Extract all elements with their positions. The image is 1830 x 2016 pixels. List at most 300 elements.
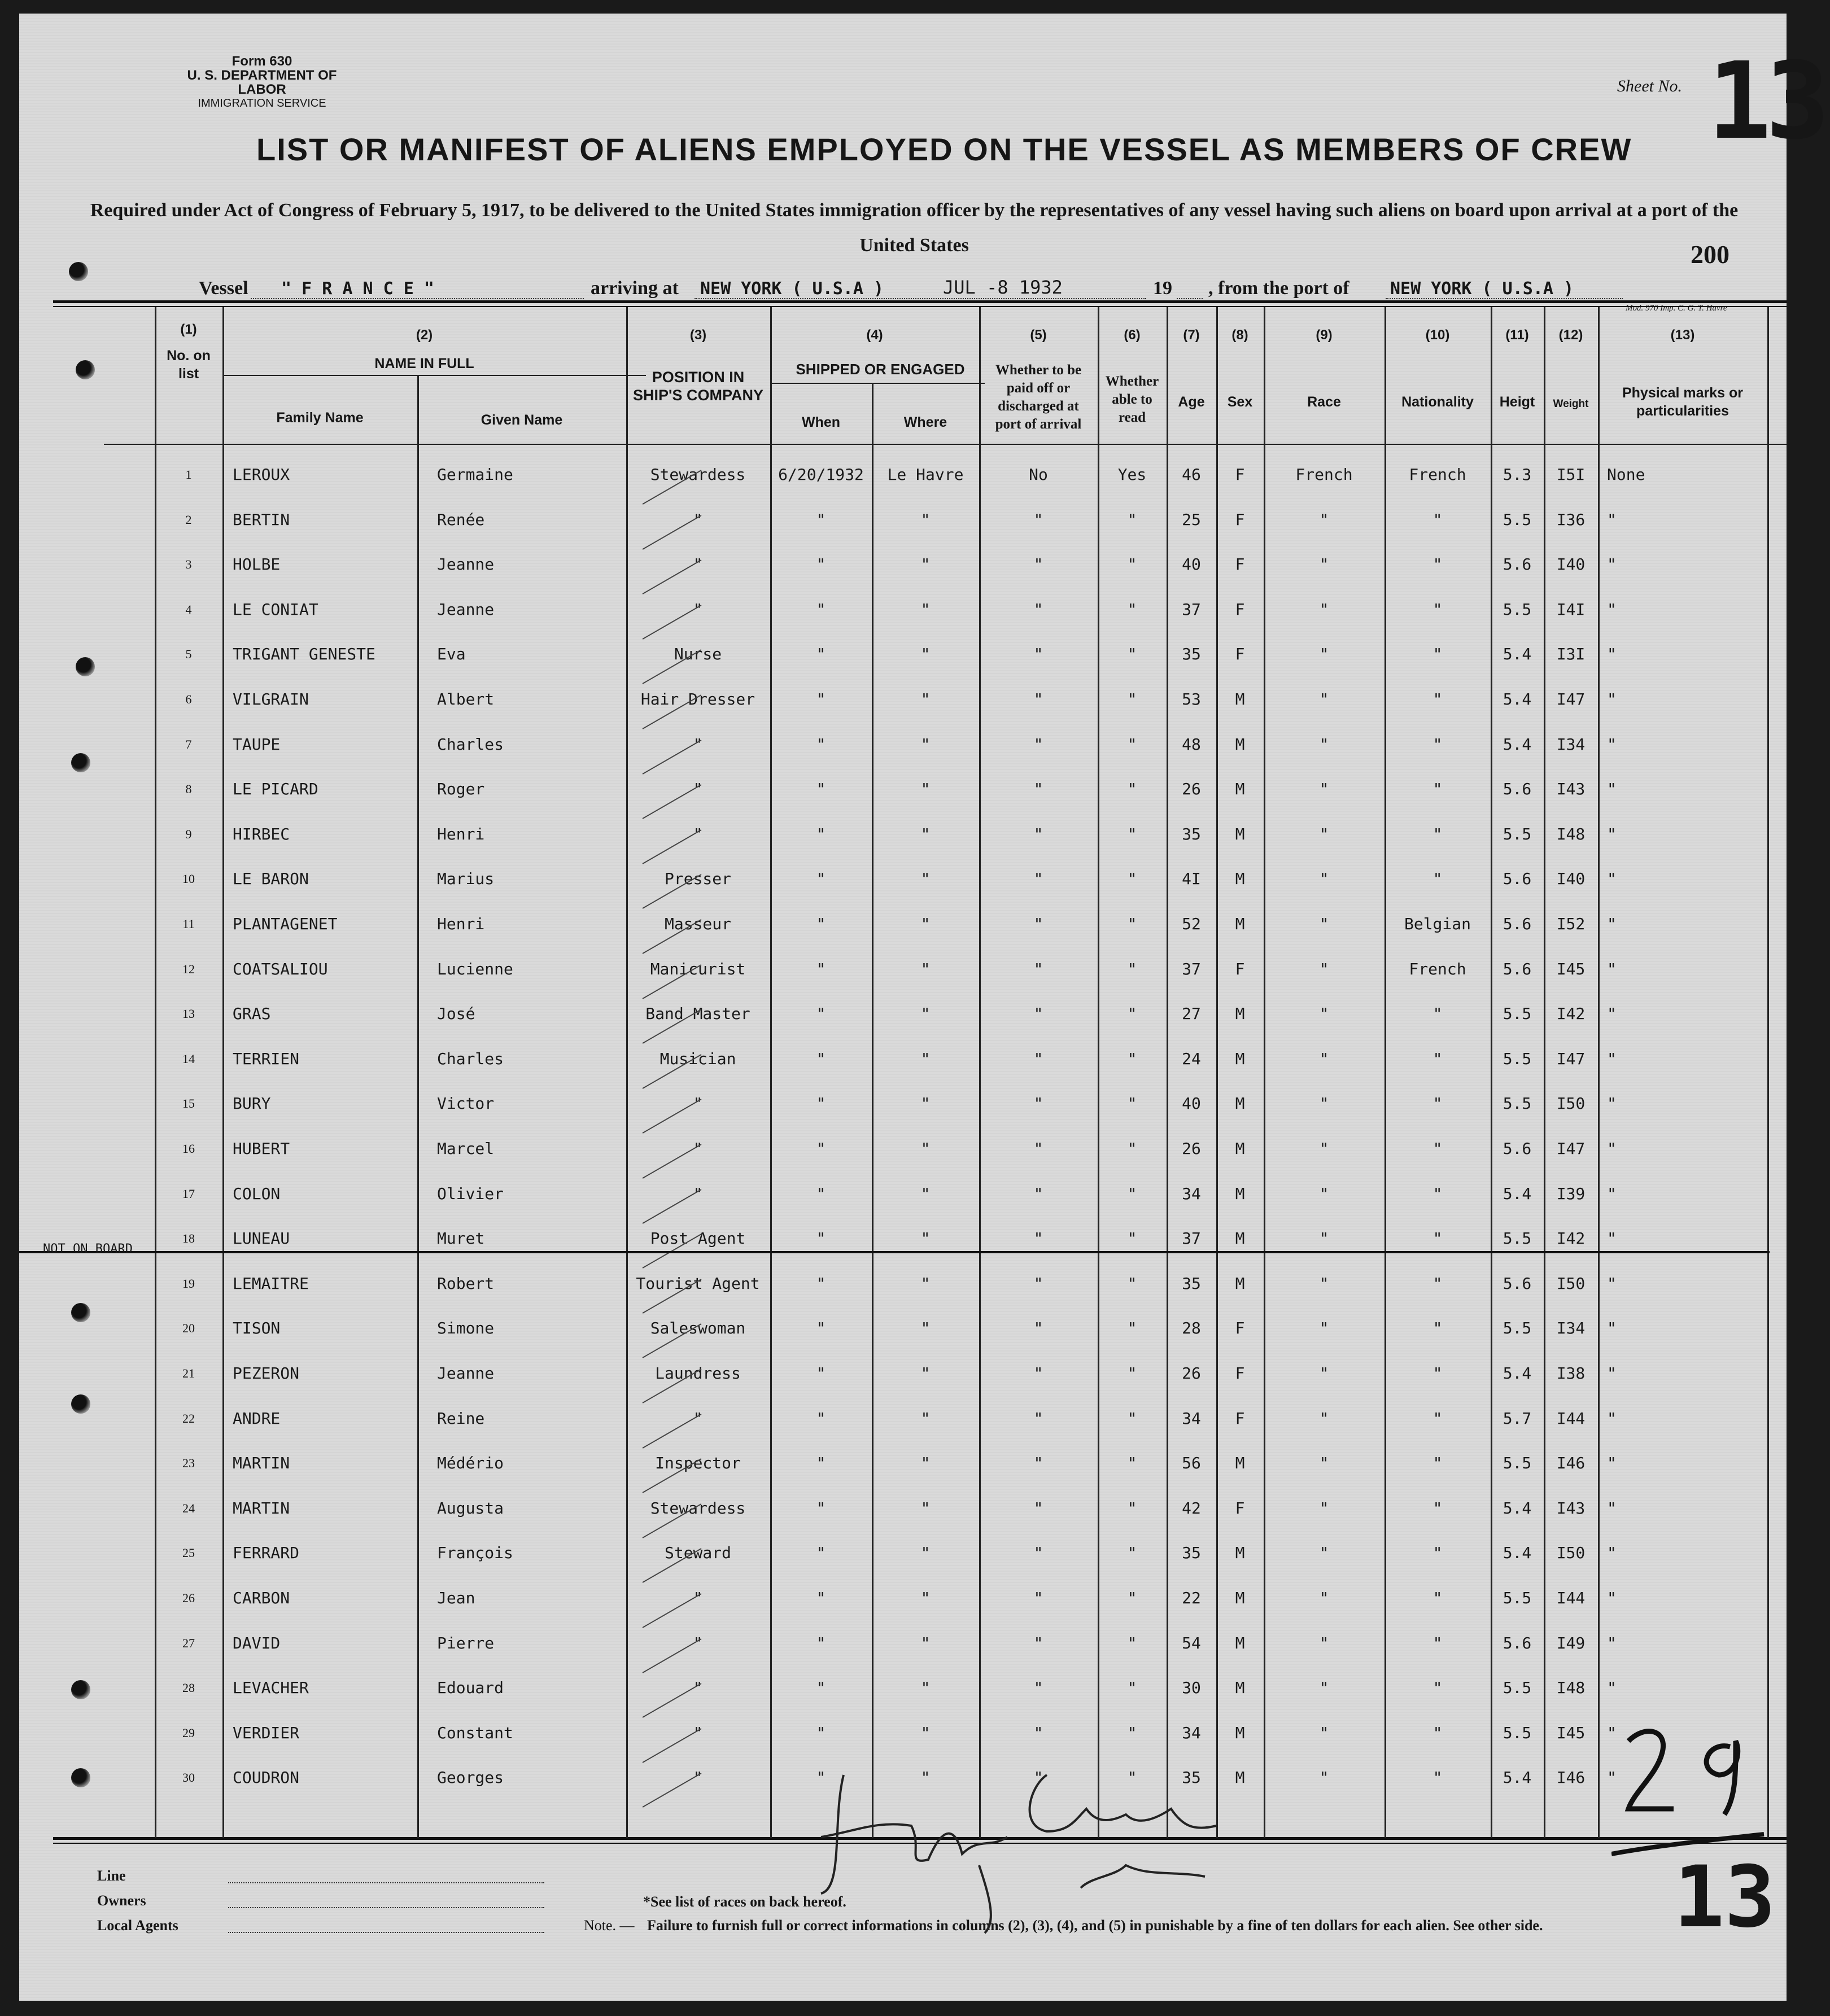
column-number: (2) [416, 327, 433, 343]
cell-given-name: Henri [437, 915, 485, 933]
table-top-border [53, 300, 1787, 303]
cell-nationality: " [1432, 1589, 1443, 1607]
cell-race: " [1319, 869, 1329, 888]
column-number: (12) [1558, 327, 1583, 343]
cell-age: 48 [1182, 735, 1201, 754]
cell-when: " [816, 735, 826, 754]
line-label: Line [97, 1868, 126, 1884]
cell-nationality: " [1432, 555, 1443, 574]
form-number: Form 630 [232, 54, 292, 69]
cell-when: " [816, 1678, 826, 1697]
cell-paid-off: " [1033, 1229, 1043, 1248]
cell-sex: M [1235, 1634, 1245, 1652]
cell-sex: M [1235, 1768, 1245, 1787]
cell-able-to-read: " [1127, 1139, 1137, 1158]
shipped-subheader-rule [770, 383, 985, 384]
department-name: U. S. DEPARTMENT OF LABOR [187, 68, 337, 97]
column-divider [626, 307, 628, 1838]
cell-height: 5.5 [1503, 1049, 1532, 1068]
cell-no: 24 [182, 1501, 195, 1515]
arriving-port: NEW YORK ( U.S.A ) [700, 279, 884, 299]
cell-paid-off: " [1033, 825, 1043, 843]
cell-able-to-read: " [1127, 1454, 1137, 1472]
cell-able-to-read: " [1127, 555, 1137, 574]
races-note: *See list of races on back hereof. [643, 1893, 846, 1910]
dotted-line [228, 1882, 544, 1883]
cell-when: " [816, 1768, 826, 1787]
cell-nationality: " [1432, 1274, 1443, 1293]
cell-height: 5.5 [1503, 1319, 1532, 1337]
cell-race: " [1319, 600, 1329, 619]
cell-height: 5.6 [1503, 780, 1532, 798]
cell-nationality: " [1432, 1724, 1443, 1742]
cell-where: " [920, 1094, 931, 1113]
cell-weight: I38 [1556, 1364, 1586, 1383]
cell-physical-marks: " [1607, 1004, 1617, 1023]
cell-able-to-read: Yes [1117, 465, 1147, 484]
cell-position: " [693, 1768, 703, 1787]
cell-position: Inspector [655, 1454, 741, 1472]
cell-given-name: Eva [437, 645, 466, 663]
cell-weight: I42 [1556, 1004, 1586, 1023]
cell-where: " [920, 825, 931, 843]
cell-able-to-read: " [1127, 645, 1137, 663]
cell-no: 20 [182, 1321, 195, 1335]
cell-family-name: TERRIEN [233, 1049, 300, 1068]
binder-hole [71, 1768, 90, 1787]
cell-sex: M [1235, 1678, 1245, 1697]
date-stamp: JUL -8 1932 [943, 277, 1063, 298]
binder-hole [71, 1303, 90, 1322]
cell-family-name: TAUPE [233, 735, 281, 754]
cell-race: " [1319, 1724, 1329, 1742]
cell-paid-off: " [1033, 690, 1043, 709]
cell-position: " [693, 1139, 703, 1158]
cell-sex: F [1235, 960, 1245, 978]
column-divider [1544, 307, 1545, 1838]
cell-age: 37 [1182, 600, 1201, 619]
cell-paid-off: " [1033, 1139, 1043, 1158]
cell-race: " [1319, 1409, 1329, 1428]
column-divider [1384, 307, 1386, 1838]
cell-paid-off: " [1033, 510, 1043, 529]
cell-weight: I3I [1556, 645, 1586, 663]
cell-where: " [920, 1229, 931, 1248]
cell-nationality: " [1432, 1319, 1443, 1337]
cell-race: " [1319, 1678, 1329, 1697]
cell-when: " [816, 1094, 826, 1113]
cell-physical-marks: " [1607, 869, 1617, 888]
cell-height: 5.4 [1503, 1184, 1532, 1203]
cell-given-name: Jean [437, 1589, 475, 1607]
cell-physical-marks: " [1607, 960, 1617, 978]
cell-age: 4I [1182, 869, 1201, 888]
cell-physical-marks: " [1607, 510, 1617, 529]
cell-paid-off: " [1033, 869, 1043, 888]
cell-weight: I48 [1556, 1678, 1586, 1697]
cell-race: " [1319, 690, 1329, 709]
cell-physical-marks: " [1607, 1364, 1617, 1383]
cell-position: Manicurist [650, 960, 746, 978]
form-identifier [177, 54, 347, 111]
cell-height: 5.4 [1503, 1364, 1532, 1383]
cell-position: " [693, 1094, 703, 1113]
binder-hole [76, 657, 95, 676]
cell-sex: F [1235, 1319, 1245, 1337]
cell-when: " [816, 1364, 826, 1383]
cell-age: 54 [1182, 1634, 1201, 1652]
cell-given-name: Médério [437, 1454, 504, 1472]
cell-able-to-read: " [1127, 1004, 1137, 1023]
cell-height: 5.5 [1503, 1004, 1532, 1023]
cell-no: 22 [182, 1411, 195, 1425]
cell-paid-off: No [1029, 465, 1048, 484]
cell-sex: M [1235, 1139, 1245, 1158]
cell-physical-marks: " [1607, 1184, 1617, 1203]
cell-age: 27 [1182, 1004, 1201, 1023]
cell-family-name: GRAS [233, 1004, 271, 1023]
cell-sex: M [1235, 1184, 1245, 1203]
cell-weight: I40 [1556, 555, 1586, 574]
cell-height: 5.6 [1503, 960, 1532, 978]
from-label: , from the port of [1208, 278, 1349, 299]
cell-paid-off: " [1033, 1499, 1043, 1518]
cell-given-name: Marius [437, 869, 495, 888]
cell-height: 5.4 [1503, 645, 1532, 663]
cell-family-name: MARTIN [233, 1454, 290, 1472]
column-divider [1098, 307, 1099, 1838]
cell-nationality: " [1432, 510, 1443, 529]
cell-given-name: José [437, 1004, 475, 1023]
cell-paid-off: " [1033, 1409, 1043, 1428]
cell-position: Saleswoman [650, 1319, 746, 1337]
not-on-board-note: NOT ON BOARD [43, 1242, 133, 1256]
cell-height: 5.6 [1503, 555, 1532, 574]
cell-race: " [1319, 1274, 1329, 1293]
cell-weight: I45 [1556, 1724, 1586, 1742]
cell-height: 5.7 [1503, 1409, 1532, 1428]
cell-no: 19 [182, 1276, 195, 1291]
cell-physical-marks: " [1607, 1499, 1617, 1518]
cell-sex: F [1235, 465, 1245, 484]
cell-family-name: VILGRAIN [233, 690, 309, 709]
cell-physical-marks: " [1607, 1274, 1617, 1293]
cell-position: Laundress [655, 1364, 741, 1383]
local-agents-label: Local Agents [97, 1917, 178, 1934]
cell-given-name: Reine [437, 1409, 485, 1428]
cell-able-to-read: " [1127, 1768, 1137, 1787]
cell-race: " [1319, 1319, 1329, 1337]
cell-given-name: Lucienne [437, 960, 513, 978]
cell-weight: I34 [1556, 1319, 1586, 1337]
cell-nationality: " [1432, 1229, 1443, 1248]
cell-physical-marks: " [1607, 735, 1617, 754]
dotted-line [228, 1932, 544, 1933]
cell-physical-marks: " [1607, 1768, 1617, 1787]
cell-race: " [1319, 780, 1329, 798]
cell-when: " [816, 960, 826, 978]
cell-no: 12 [182, 962, 195, 976]
cell-nationality: French [1409, 960, 1466, 978]
cell-family-name: CARBON [233, 1589, 290, 1607]
cell-race: " [1319, 1049, 1329, 1068]
cell-family-name: LUNEAU [233, 1229, 290, 1248]
cell-position: " [693, 780, 703, 798]
cell-when: " [816, 1319, 826, 1337]
cell-where: " [920, 1678, 931, 1697]
cell-physical-marks: " [1607, 1049, 1617, 1068]
cell-nationality: " [1432, 1184, 1443, 1203]
cell-physical-marks: " [1607, 1409, 1617, 1428]
cell-sex: M [1235, 1094, 1245, 1113]
cell-when: " [816, 1724, 826, 1742]
cell-position: " [693, 555, 703, 574]
cell-race: " [1319, 1004, 1329, 1023]
column-number: (6) [1124, 327, 1141, 343]
name-subheader-rule [222, 375, 646, 376]
cell-family-name: LE CONIAT [233, 600, 318, 619]
cell-given-name: Constant [437, 1724, 513, 1742]
cell-physical-marks: " [1607, 600, 1617, 619]
cell-age: 25 [1182, 510, 1201, 529]
cell-no: 6 [185, 692, 192, 706]
cell-race: " [1319, 645, 1329, 663]
cell-paid-off: " [1033, 555, 1043, 574]
cell-physical-marks: " [1607, 1139, 1617, 1158]
cell-physical-marks: " [1607, 1634, 1617, 1652]
cell-where: " [920, 1589, 931, 1607]
cell-weight: I50 [1556, 1274, 1586, 1293]
column-number: (5) [1030, 327, 1047, 343]
column-number: (9) [1316, 327, 1333, 343]
header-where: Where [903, 414, 947, 430]
cell-sex: F [1235, 1364, 1245, 1383]
cell-given-name: Jeanne [437, 600, 495, 619]
cell-family-name: HOLBE [233, 555, 281, 574]
cell-no: 27 [182, 1636, 195, 1650]
cell-able-to-read: " [1127, 915, 1137, 933]
service-name: IMMIGRATION SERVICE [198, 97, 326, 110]
cell-given-name: Jeanne [437, 555, 495, 574]
table-top-border [53, 306, 1787, 307]
cell-paid-off: " [1033, 1364, 1043, 1383]
cell-age: 37 [1182, 1229, 1201, 1248]
cell-when: " [816, 1634, 826, 1652]
cell-paid-off: " [1033, 645, 1043, 663]
cell-nationality: " [1432, 1768, 1443, 1787]
cell-given-name: Charles [437, 735, 504, 754]
cell-race: " [1319, 915, 1329, 933]
cell-weight: I50 [1556, 1543, 1586, 1562]
cell-no: 30 [182, 1770, 195, 1785]
cell-position: Steward [664, 1543, 731, 1562]
column-number: (13) [1670, 327, 1695, 343]
cell-where: " [920, 735, 931, 754]
cell-paid-off: " [1033, 1589, 1043, 1607]
cell-height: 5.6 [1503, 1634, 1532, 1652]
cell-no: 9 [185, 827, 192, 841]
cell-age: 52 [1182, 915, 1201, 933]
cell-paid-off: " [1033, 1454, 1043, 1472]
cell-position: Tourist Agent [636, 1274, 760, 1293]
column-divider [1767, 307, 1769, 1838]
cell-able-to-read: " [1127, 1184, 1137, 1203]
cell-given-name: Albert [437, 690, 495, 709]
cell-weight: I46 [1556, 1768, 1586, 1787]
cell-family-name: BERTIN [233, 510, 290, 529]
cell-height: 5.5 [1503, 1724, 1532, 1742]
cell-weight: I42 [1556, 1229, 1586, 1248]
cell-when: " [816, 1274, 826, 1293]
cell-given-name: Georges [437, 1768, 504, 1787]
cell-sex: M [1235, 825, 1245, 843]
cell-where: " [920, 1768, 931, 1787]
column-divider [1598, 307, 1600, 1838]
cell-height: 5.4 [1503, 690, 1532, 709]
cell-position: Presser [664, 869, 731, 888]
cell-able-to-read: " [1127, 869, 1137, 888]
cell-weight: I44 [1556, 1409, 1586, 1428]
cell-nationality: " [1432, 1364, 1443, 1383]
header-bottom-rule [104, 444, 1787, 445]
cell-paid-off: " [1033, 1184, 1043, 1203]
cell-height: 5.5 [1503, 1678, 1532, 1697]
header-weight: Weight [1553, 398, 1589, 410]
cell-nationality: " [1432, 1678, 1443, 1697]
cell-race: " [1319, 1589, 1329, 1607]
cell-age: 40 [1182, 555, 1201, 574]
cell-sex: M [1235, 1454, 1245, 1472]
cell-paid-off: " [1033, 1049, 1043, 1068]
column-divider [979, 307, 981, 1838]
column-number: (3) [689, 327, 707, 343]
cell-physical-marks: " [1607, 1543, 1617, 1562]
cell-when: " [816, 555, 826, 574]
cell-race: " [1319, 1184, 1329, 1203]
cell-age: 35 [1182, 825, 1201, 843]
cell-height: 5.5 [1503, 1589, 1532, 1607]
cell-paid-off: " [1033, 780, 1043, 798]
cell-where: " [920, 915, 931, 933]
cell-when: 6/20/1932 [778, 465, 864, 484]
owners-label: Owners [97, 1892, 146, 1909]
cell-family-name: LEROUX [233, 465, 290, 484]
cell-family-name: LEVACHER [233, 1678, 309, 1697]
cell-weight: I4I [1556, 600, 1586, 619]
cell-when: " [816, 1139, 826, 1158]
header-paid-off: Whether to be paid off or discharged at port of arrival [995, 362, 1082, 432]
cell-height: 5.5 [1503, 510, 1532, 529]
cell-no: 29 [182, 1726, 195, 1740]
cell-position: " [693, 600, 703, 619]
cell-able-to-read: " [1127, 600, 1137, 619]
cell-weight: I50 [1556, 1094, 1586, 1113]
cell-race: " [1319, 1364, 1329, 1383]
cell-weight: I39 [1556, 1184, 1586, 1203]
cell-height: 5.6 [1503, 1274, 1532, 1293]
cell-weight: I40 [1556, 869, 1586, 888]
cell-where: " [920, 1274, 931, 1293]
cell-nationality: " [1432, 1634, 1443, 1652]
vessel-name: " F R A N C E " [281, 279, 434, 299]
cell-paid-off: " [1033, 1768, 1043, 1787]
sheet-number-repeat: 13 [1674, 1848, 1776, 1947]
column-number: (11) [1505, 327, 1529, 343]
cell-physical-marks: " [1607, 1454, 1617, 1472]
cell-nationality: " [1432, 1139, 1443, 1158]
cell-paid-off: " [1033, 600, 1043, 619]
column-divider [770, 307, 772, 1838]
header-age: Age [1178, 394, 1205, 410]
cell-sex: M [1235, 1229, 1245, 1248]
cell-able-to-read: " [1127, 735, 1137, 754]
cell-given-name: Muret [437, 1229, 485, 1248]
cell-paid-off: " [1033, 960, 1043, 978]
cell-position: " [693, 1634, 703, 1652]
cell-position: " [693, 1589, 703, 1607]
cell-no: 18 [182, 1231, 195, 1245]
cell-age: 46 [1182, 465, 1201, 484]
cell-height: 5.3 [1503, 465, 1532, 484]
cell-nationality: Belgian [1404, 915, 1471, 933]
cell-position: " [693, 1409, 703, 1428]
cell-family-name: VERDIER [233, 1724, 300, 1742]
column-divider [155, 307, 156, 1838]
cell-race: " [1319, 1499, 1329, 1518]
cell-weight: I45 [1556, 960, 1586, 978]
cell-able-to-read: " [1127, 1499, 1137, 1518]
cell-when: " [816, 1499, 826, 1518]
column-number: (10) [1425, 327, 1450, 343]
header-able-to-read: Whether able to read [1105, 374, 1159, 425]
cell-where: " [920, 1004, 931, 1023]
cell-where: " [920, 690, 931, 709]
cell-given-name: Victor [437, 1094, 495, 1113]
cell-family-name: TRIGANT GENESTE [233, 645, 375, 663]
cell-no: 10 [182, 872, 195, 886]
cell-nationality: " [1432, 645, 1443, 663]
cell-family-name: LE PICARD [233, 780, 318, 798]
cell-where: " [920, 510, 931, 529]
cell-sex: M [1235, 1543, 1245, 1562]
cell-age: 26 [1182, 1139, 1201, 1158]
cell-sex: M [1235, 1724, 1245, 1742]
cell-no: 16 [182, 1142, 195, 1156]
cell-given-name: Jeanne [437, 1364, 495, 1383]
cell-able-to-read: " [1127, 1724, 1137, 1742]
cell-sex: F [1235, 1409, 1245, 1428]
cell-age: 35 [1182, 1768, 1201, 1787]
cell-nationality: " [1432, 600, 1443, 619]
cell-where: " [920, 1184, 931, 1203]
strike-through-line [19, 1251, 1770, 1253]
cell-family-name: COUDRON [233, 1768, 300, 1787]
cell-family-name: PLANTAGENET [233, 915, 338, 933]
cell-able-to-read: " [1127, 1319, 1137, 1337]
cell-family-name: MARTIN [233, 1499, 290, 1518]
cell-no: 28 [182, 1681, 195, 1695]
cell-no: 15 [182, 1096, 195, 1110]
page-title: LIST OR MANIFEST OF ALIENS EMPLOYED ON THE VESSEL AS MEMBERS OF CREW [256, 132, 1632, 167]
cell-weight: I43 [1556, 1499, 1586, 1518]
cell-paid-off: " [1033, 1274, 1043, 1293]
cell-sex: F [1235, 600, 1245, 619]
cell-paid-off: " [1033, 1634, 1043, 1652]
sheet-number-label: Sheet No. [1617, 77, 1682, 95]
cell-age: 26 [1182, 780, 1201, 798]
cell-when: " [816, 1004, 826, 1023]
cell-when: " [816, 1409, 826, 1428]
